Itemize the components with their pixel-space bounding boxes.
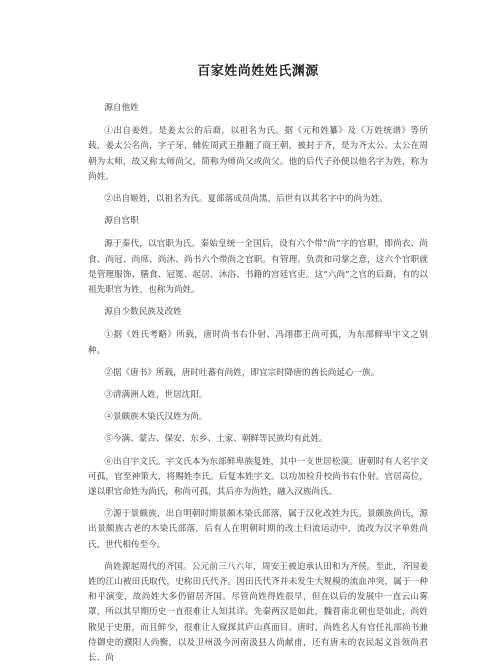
paragraph-minority-6: ⑥出自宇文氏。宇文氏本为东部鲜卑族复姓，其中一支世居松漠。唐朝时有人名宇文可孤，官至神策大，将赐姓李氏。后复本姓宇文。以功加检升校尚书右仆射。官居高位，遂以职官命姓为尚氏，称尚可孤，其后亦为尚姓，融入汉族尚氏。 [88, 456, 428, 498]
section-heading-minorities: 源自少数民族及改姓 [104, 307, 182, 318]
paragraph-origin-jiang: ①出自姜姓。是姜太公的后裔，以祖名为氏。据《元和姓纂》及《万姓统谱》等所载，姜太公名尚，字子牙，辅佐周武王推翻了商王朝，被封于齐，是为齐太公。太公在周朝为太师，故又称太师尚父，简称为师尚父或尚父。他的后代子孙便以他名字为姓，称为尚姓。 [88, 126, 428, 182]
section-heading-other-surname: 源自他姓 [104, 103, 139, 113]
paragraph-origin-qin-officials: 源于秦代，以官职为氏。秦始皇统一全国后，设有六个带“尚”字的官职，即尚衣、尚食、尚冠、尚席、尚沐、尚书六个带尚之官职。有管理、负责和司掌之意，这六个官职就是管理服饰、膳食、冠冕、起居、沐浴、书籍的宫廷官吏。这“六尚”之官的后裔，有的以祖先职官为姓，也称为尚姓。 [88, 239, 428, 296]
paragraph-minority-5: ⑤今满、蒙古、保安、东乡、土家、朝鲜等民族均有此姓。 [104, 434, 328, 445]
paragraph-minority-7: ⑦源于景颇族，出自明朝时期景颇木染氏部落，属于汉化改姓为氏。景颇族尚氏，源出景颇族古老的木染氏部落，后有人在明朝时期的改土归流运动中，流改为汉字单姓尚氏，世代相传至今。 [88, 509, 428, 550]
section-heading-official-title: 源自官职 [104, 216, 139, 227]
paragraph-minority-2: ②据《唐书》所载，唐时吐蕃有尚姓，即宜宗时降唐的酋长尚延心一族。 [104, 367, 380, 378]
paragraph-minority-1: ①据《姓氏考略》所载，唐时尚书右仆射、冯翊郡王尚可孤，为东部鲜卑宇文之别种。 [88, 330, 428, 356]
paragraph-minority-4: ④景颇族木染氏汉姓为尚。 [104, 412, 208, 423]
paragraph-origin-ji: ②出自姬姓，以祖名为氏。夏部落成员尚黑，后世有以其名字中的尚为姓。 [104, 194, 388, 205]
paragraph-history: 尚姓源起周代的齐国。公元前三八六年，周安王被迫承认田和为齐侯。至此，齐国姜姓的江山被田氏取代，史称田氏代齐。因田氏代齐并未发生大规模的流血冲突，属于一种和平演变，故尚姓大多仍留居齐国。尽管尚姓得姓很早，但在以后的发展中一直云山雾罩，所以其早期历史一直很难让人知其详。先秦两汉是如此，魏晋南北朝也是如此，尚姓散见于史册，而且鲜少，很难让人窥探其庐山真面目。唐时，尚姓名人有官任礼部尚书兼侍御史的濮阳人尚衡，以及卫州汲今河南汲县人尚献甫，还有唐末的农民起义首领尚君长、尚 [88, 561, 428, 664]
document-title: 百家姓尚姓姓氏渊源 [197, 64, 319, 79]
paragraph-minority-3: ③清满洲人姓，世居沈阳。 [104, 390, 208, 401]
